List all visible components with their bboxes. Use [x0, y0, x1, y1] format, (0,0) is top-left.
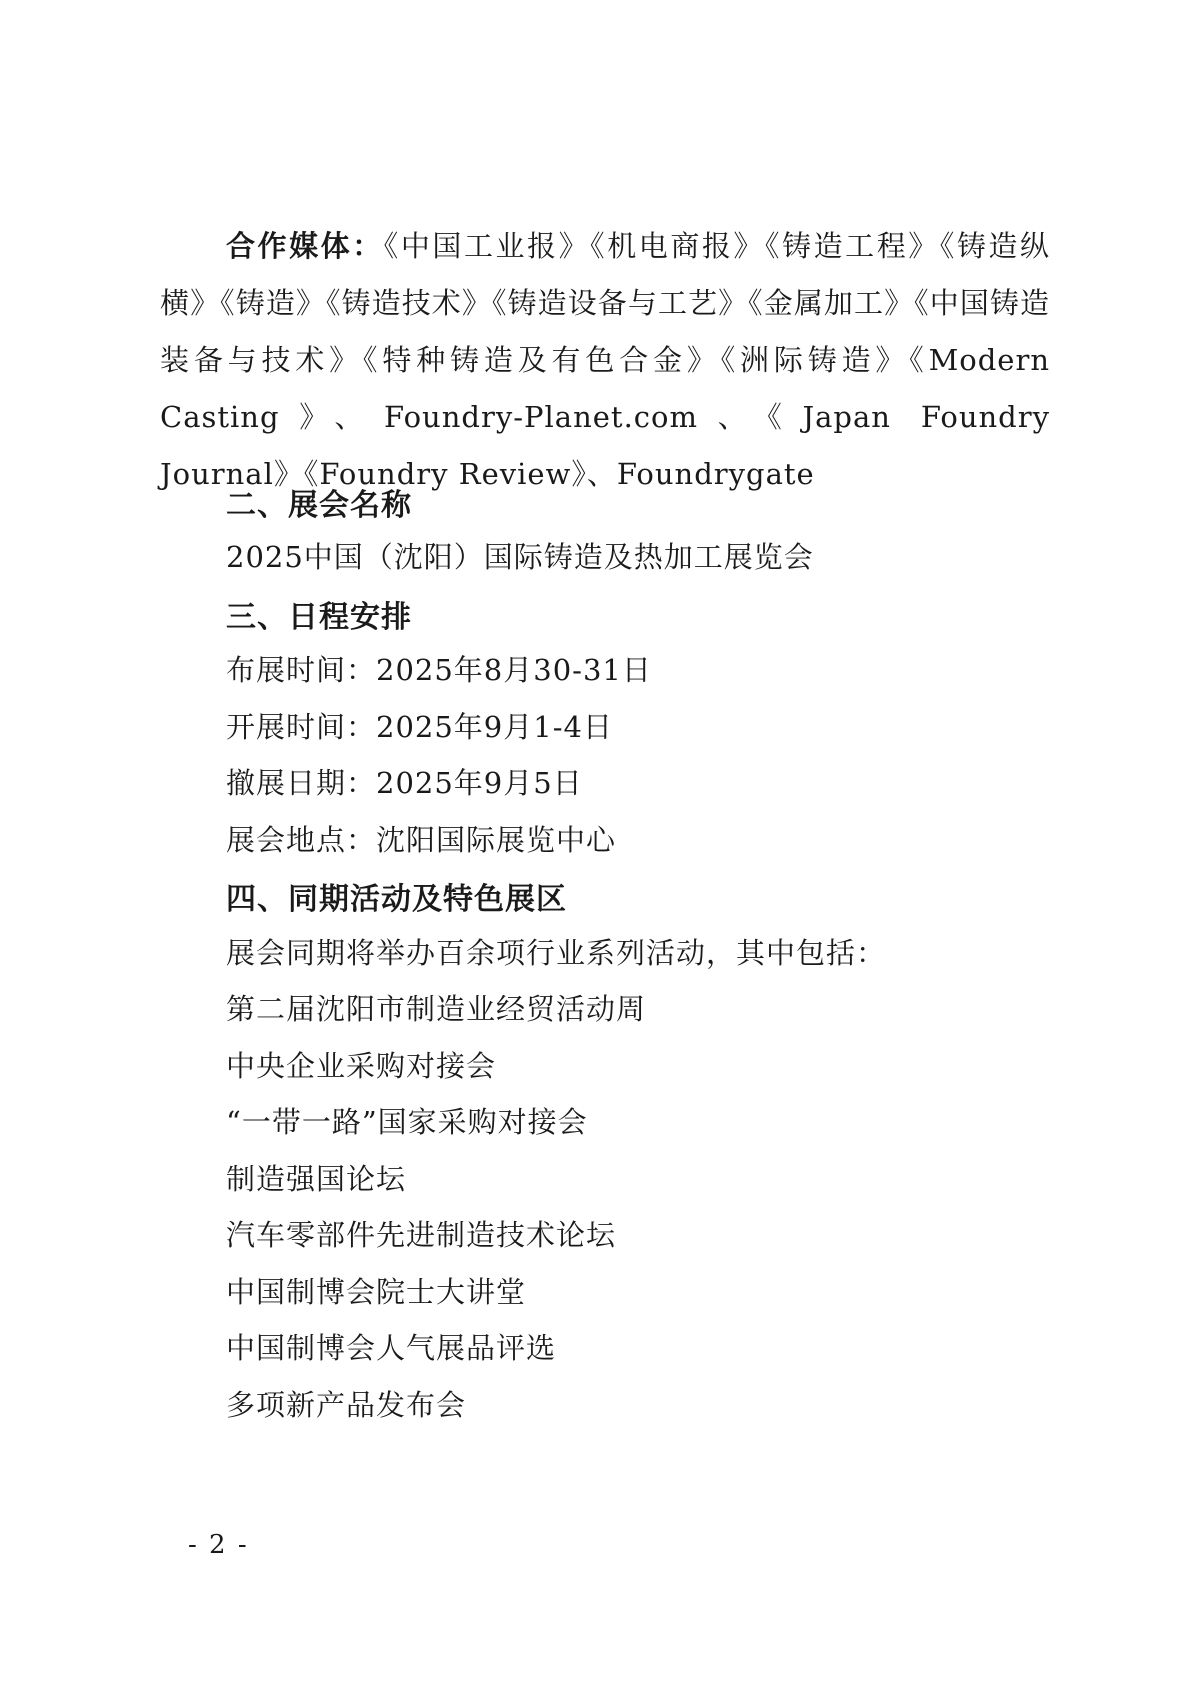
activity-item: 第二届沈阳市制造业经贸活动周	[226, 992, 647, 1026]
section-4-heading: 四、同期活动及特色展区	[226, 882, 567, 917]
activity-item: 中央企业采购对接会	[226, 1049, 497, 1083]
opening-time: 开展时间：2025年9月1-4日	[226, 710, 613, 744]
activity-item: 汽车零部件先进制造技术论坛	[226, 1218, 617, 1252]
page-number: - 2 -	[188, 1530, 249, 1560]
section-2-heading: 二、展会名称	[226, 488, 412, 523]
activity-item: 制造强国论坛	[226, 1162, 407, 1196]
exhibition-venue: 展会地点：沈阳国际展览中心	[226, 823, 617, 857]
setup-time: 布展时间：2025年8月30-31日	[226, 653, 652, 687]
activity-item: “一带一路”国家采购对接会	[226, 1105, 588, 1139]
activity-item: 中国制博会人气展品评选	[226, 1331, 557, 1365]
exhibition-name: 2025中国（沈阳）国际铸造及热加工展览会	[226, 540, 814, 574]
activity-item: 中国制博会院士大讲堂	[226, 1275, 527, 1309]
cooperating-media-label: 合作媒体：	[226, 229, 384, 263]
activities-intro: 展会同期将举办百余项行业系列活动，其中包括：	[226, 936, 887, 970]
cooperating-media-list: 《中国工业报》《机电商报》《铸造工程》《铸造纵横》《铸造》《铸造技术》《铸造设备与工艺》《金属加工》《中国铸造装备与技术》《特种铸造及有色合金》《洲际铸造》《Modern Casting》、Foundry-Planet.com、《Japan Foundry Journal》《Foundry Review》、Foundrygate	[160, 229, 1050, 491]
section-3-heading: 三、日程安排	[226, 600, 412, 635]
activity-item: 多项新产品发布会	[226, 1388, 467, 1422]
dismantle-date: 撤展日期：2025年9月5日	[226, 766, 583, 800]
cooperating-media-paragraph	[160, 218, 1050, 503]
